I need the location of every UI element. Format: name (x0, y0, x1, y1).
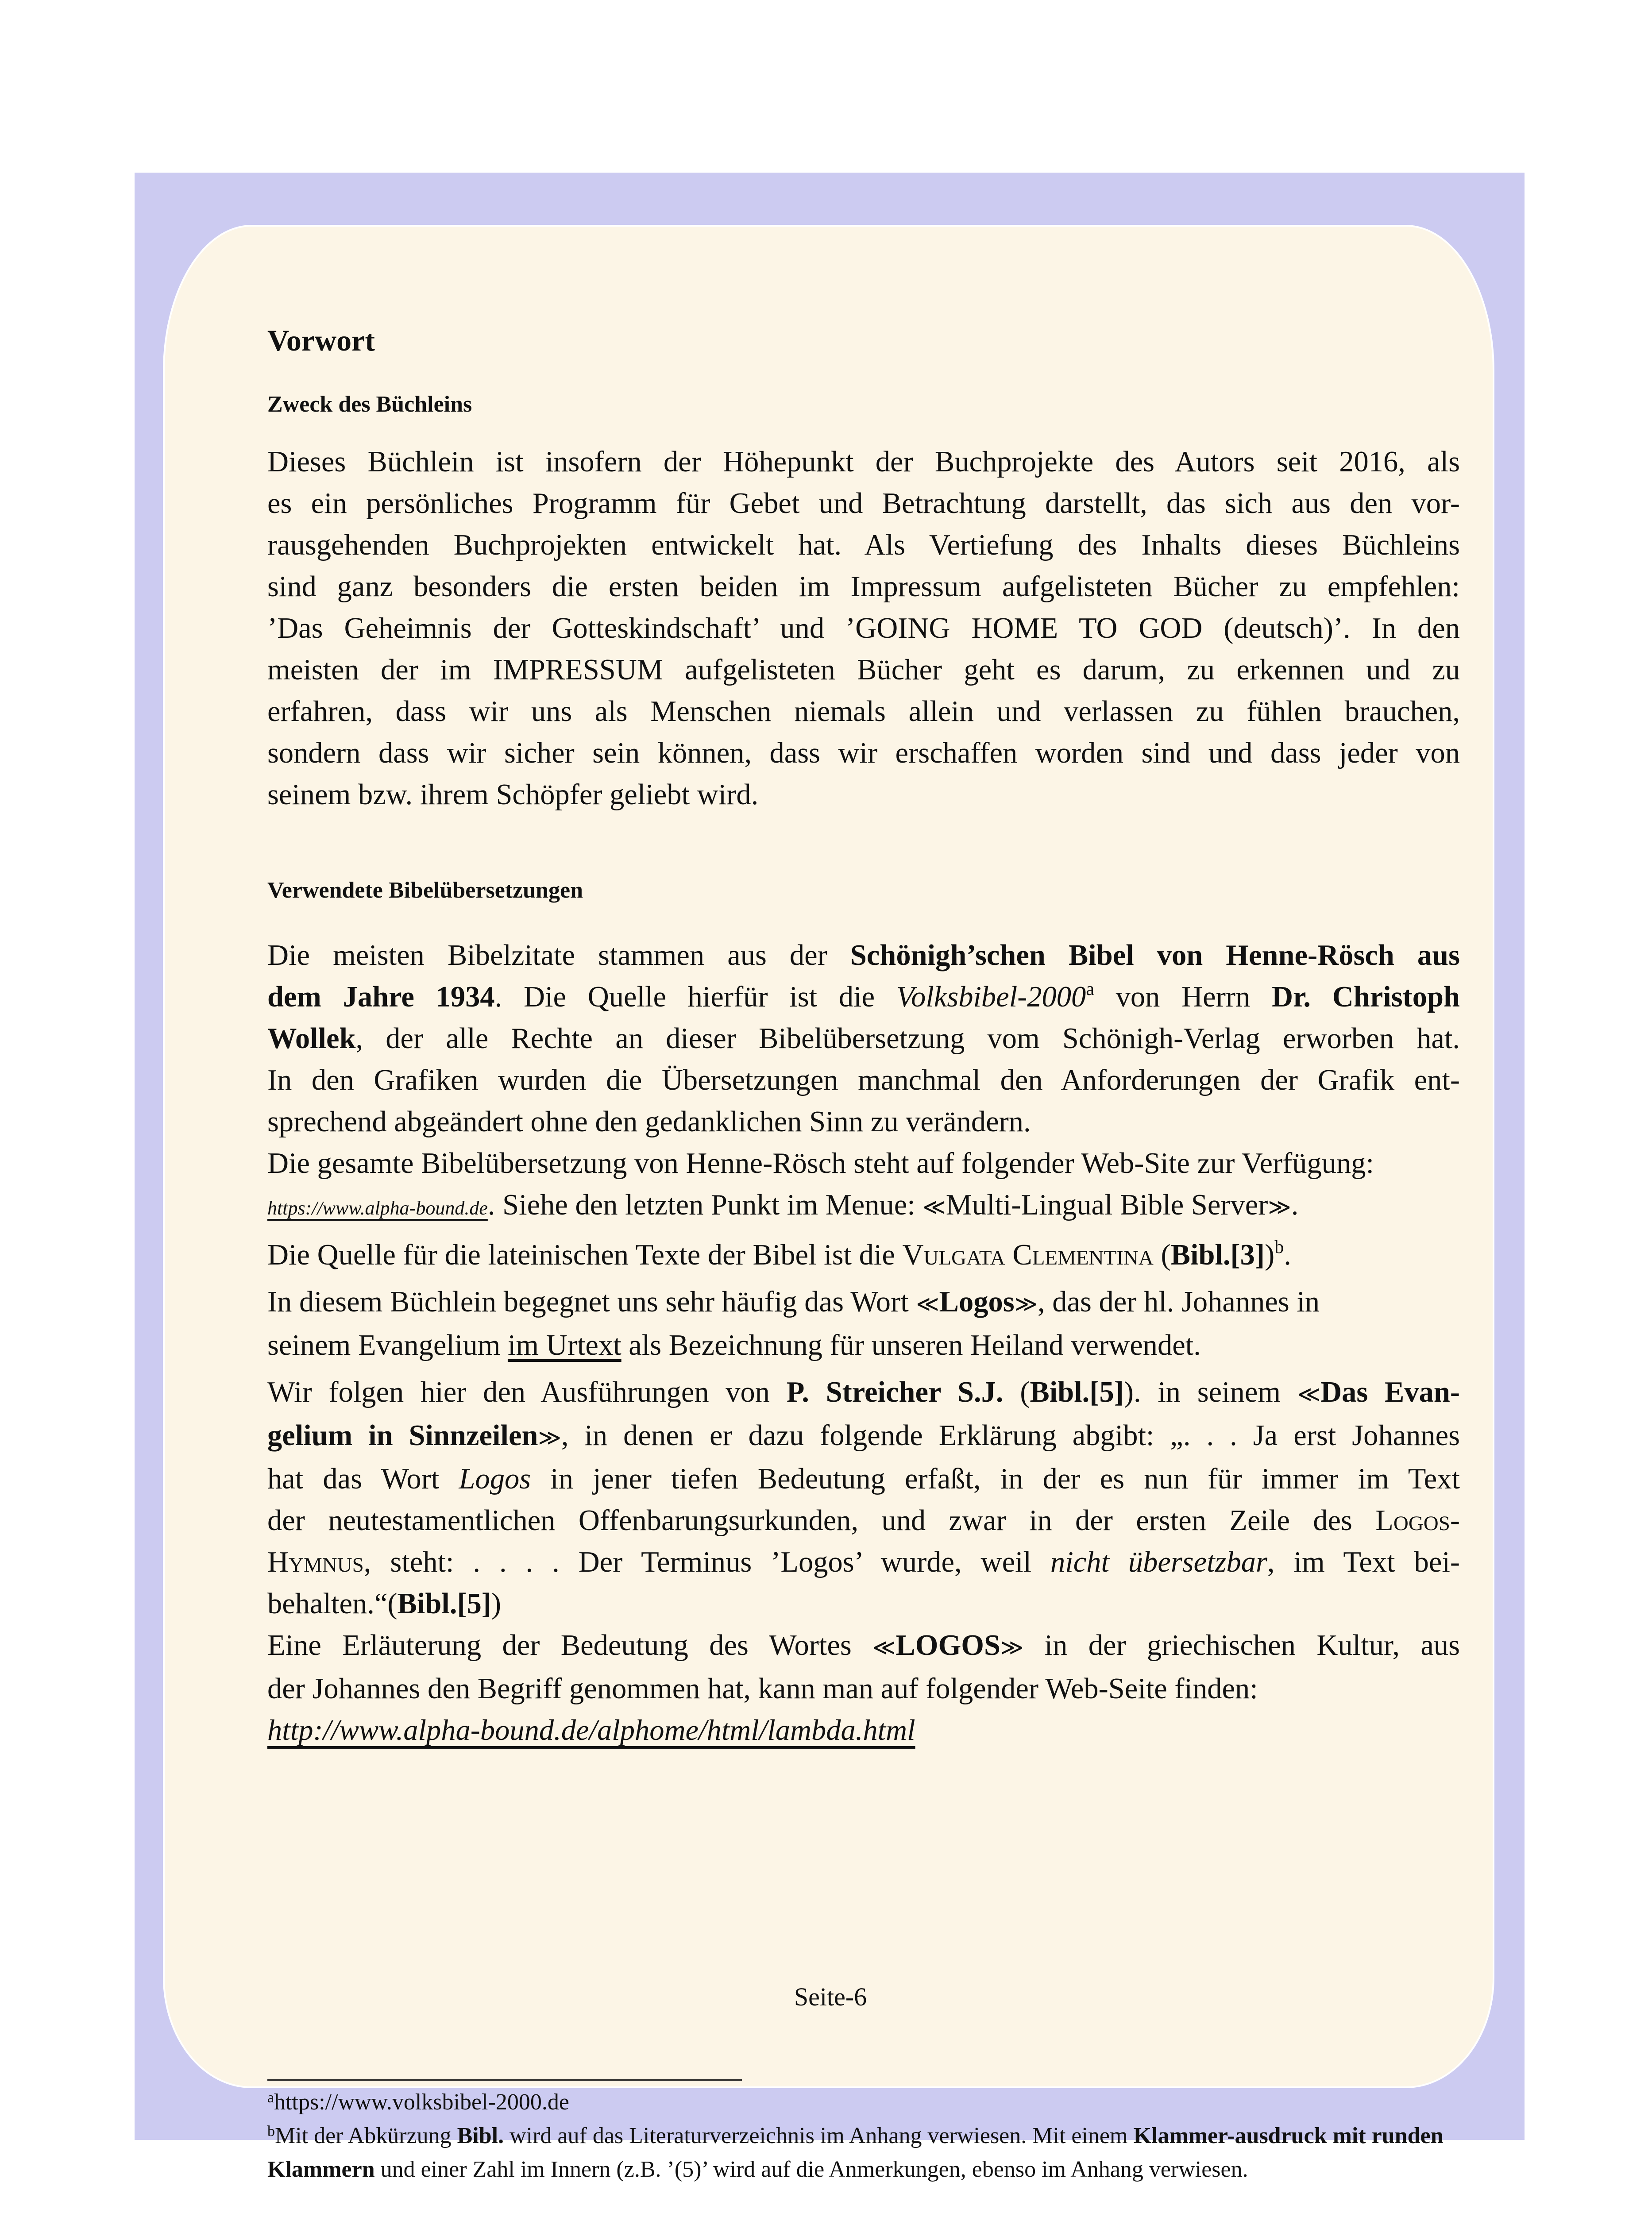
footnote-divider (267, 2079, 742, 2081)
footnote-mark: a (267, 2090, 274, 2106)
footnote-link[interactable]: https://www.volksbibel-2000.de (274, 2090, 569, 2115)
text-run: als Bezeichnung für unseren Heiland verwendet. (621, 1329, 1201, 1361)
footnote-ref-b[interactable]: b (1274, 1237, 1284, 1257)
text-line (267, 1710, 1460, 1751)
text-line: ’Das Geheimnis der Gotteskindschaft’ und ’GOING HOME TO GOD (deutsch)’. In den (267, 612, 1460, 644)
text-line (267, 1500, 1460, 1542)
text-run: ). in seinem (1123, 1376, 1297, 1408)
underlined-run: im Urtext (507, 1329, 621, 1361)
guillemet-open: ≪ (872, 1635, 896, 1660)
italic-run: nicht übersetzbar (1050, 1546, 1267, 1578)
text-line: es ein persönliches Programm für Gebet und Betrachtung darstellt, das sich aus den vor- (267, 487, 1460, 520)
text-run: behalten.“( (267, 1588, 398, 1620)
text-line (267, 1372, 1460, 1415)
text-line (267, 1542, 1460, 1583)
text-line: sprechend abgeändert ohne den gedanklichen Sinn zu verändern. (267, 1106, 1031, 1138)
bold-run: gelium in Sinnzeilen (267, 1419, 538, 1452)
footnote-ref-a[interactable]: a (1086, 979, 1094, 999)
text-line (267, 1281, 1460, 1325)
guillemet-close: ≫ (1000, 1635, 1024, 1660)
text-run: Die meisten Bibelzitate stammen aus der (267, 939, 850, 972)
text-line: erfahren, dass wir uns als Menschen niemals allein und verlassen zu fühlen brauchen, (267, 695, 1460, 728)
text-line: seinem bzw. ihrem Schöpfer geliebt wird. (267, 779, 759, 811)
bold-run: dem Jahre 1934 (267, 981, 495, 1013)
menu-name: Multi-Lingual Bible Server (946, 1189, 1268, 1221)
text-run: von Herrn (1094, 981, 1272, 1013)
text-line: rausgehenden Buchprojekten entwickelt hat. Als Vertiefung des Inhalts dieses Büchleins (267, 529, 1460, 561)
text-run: , in denen er dazu folgende Erklärung abgibt: „. . . Ja erst Johannes (561, 1419, 1460, 1452)
lambda-page-link[interactable]: http://www.alpha-bound.de/alphome/html/lambda.html (267, 1714, 915, 1746)
bibliography-ref[interactable]: Bibl.[3] (1170, 1239, 1265, 1271)
footnote-mark: b (267, 2123, 275, 2140)
text-line (267, 1184, 1460, 1229)
bibel-paragraphs (267, 935, 1460, 1751)
text-run: ( (1153, 1239, 1171, 1271)
text-line: Die gesamte Bibelübersetzung von Henne-Rösch steht auf folgender Web-Site zur Verfügung: (267, 1147, 1374, 1180)
text-line: meisten der im IMPRESSUM aufgelisteten Bücher geht es darum, zu erkennen und zu (267, 654, 1460, 686)
small-caps-run: Vulgata Clementina (902, 1239, 1154, 1271)
bold-run: Schönigh’schen Bibel von Henne-Rösch aus (850, 939, 1460, 972)
section-heading-bibel: Verwendete Bibelübersetzungen (267, 878, 583, 903)
text-line (267, 976, 1460, 1018)
text-line: Dieses Büchlein ist insofern der Höhepunkt der Buchprojekte des Autors seit 2016, als (267, 446, 1460, 478)
text-run: hat das Wort (267, 1463, 459, 1495)
text-run: seinem Evangelium (267, 1329, 508, 1361)
bold-run: Dr. Christoph (1271, 981, 1460, 1013)
text-line: der Johannes den Begriff genommen hat, kann man auf folgender Web-Seite finden: (267, 1673, 1258, 1705)
text-run: . Die Quelle hierfür ist die (494, 981, 896, 1013)
text-run: der neutestamentlichen Offenbarungsurkunden, und zwar in der ersten Zeile des (267, 1504, 1376, 1537)
guillemet-close: ≫ (1014, 1292, 1038, 1316)
italic-run: Volksbibel-2000 (896, 981, 1086, 1013)
text-line (267, 1458, 1460, 1500)
bold-run: Klammer-ausdruck mit runden Klammern (267, 2123, 1444, 2182)
guillemet-open: ≪ (922, 1195, 946, 1219)
page-title: Vorwort (267, 324, 375, 357)
text-line (267, 1325, 1460, 1366)
bold-run: Wollek (267, 1022, 356, 1055)
bold-run: LOGOS (895, 1629, 1000, 1662)
text-run: Die Quelle für die lateinischen Texte der Bibel ist die (267, 1239, 903, 1271)
bold-run: Das Evan- (1320, 1376, 1460, 1408)
text-run: , im Text bei- (1267, 1546, 1460, 1578)
bibliography-ref[interactable]: Bibl.[5] (1030, 1376, 1124, 1408)
text-line: In den Grafiken wurden die Übersetzungen manchmal den Anforderungen der Grafik ent- (267, 1064, 1460, 1096)
bold-run: Bibl. (457, 2123, 504, 2148)
guillemet-close: ≫ (538, 1425, 561, 1450)
text-line: sondern dass wir sicher sein können, dass wir erschaffen worden sind und dass jeder von (267, 737, 1460, 769)
text-line (267, 1625, 1460, 1668)
page-number: Seite-6 (794, 1982, 867, 2011)
text-run: ( (1003, 1376, 1030, 1408)
text-run: wird auf das Literaturverzeichnis im Anhang verwiesen. Mit einem (504, 2123, 1134, 2148)
text-run: ) (1265, 1239, 1275, 1271)
text-line (267, 1583, 1460, 1625)
small-caps-run: Logos- (1375, 1504, 1460, 1537)
bold-run: P. Streicher S.J. (786, 1376, 1004, 1408)
text-run: und einer Zahl im Innern (z.B. ’(5)’ wird auf die Anmerkungen, ebenso im Anhang verwiesen. (374, 2157, 1248, 2182)
guillemet-open: ≪ (1297, 1382, 1321, 1407)
text-run: , der alle Rechte an dieser Bibelübersetzung vom Schönigh-Verlag erworben hat. (355, 1022, 1460, 1055)
italic-run: Logos (459, 1463, 531, 1495)
text-run: ) (491, 1588, 502, 1620)
page-frame (135, 173, 1525, 2182)
text-run: Eine Erläuterung der Bedeutung des Wortes (267, 1629, 873, 1662)
text-run: . Siehe den letzten Punkt im Menue: (487, 1189, 923, 1221)
small-caps-run: Hymnus (267, 1546, 364, 1578)
text-line (267, 935, 1460, 976)
footnote-b (267, 2119, 1460, 2186)
text-line (267, 1018, 1460, 1060)
text-line (267, 1415, 1460, 1458)
website-link[interactable]: https://www.alpha-bound.de (267, 1197, 488, 1219)
text-run: Mit der Abkürzung (275, 2123, 457, 2148)
footnote-a (267, 2086, 1460, 2119)
text-run: . (1284, 1239, 1291, 1271)
text-run: Wir folgen hier den Ausführungen von (267, 1376, 787, 1408)
text-run: , steht: . . . . Der Terminus ’Logos’ wurde, weil (363, 1546, 1050, 1578)
guillemet-close: ≫ (1268, 1195, 1291, 1219)
content-panel (163, 225, 1494, 2182)
text-run: in der griechischen Kultur, aus (1023, 1629, 1460, 1662)
bibliography-ref[interactable]: Bibl.[5] (397, 1588, 492, 1620)
guillemet-open: ≪ (916, 1292, 939, 1316)
text-run: , das der hl. Johannes in (1037, 1286, 1320, 1318)
section-heading-zweck: Zweck des Büchleins (267, 392, 472, 417)
text-run: In diesem Büchlein begegnet uns sehr häufig das Wort (267, 1286, 916, 1318)
text-run: . (1291, 1189, 1299, 1221)
text-line (267, 1234, 1460, 1276)
text-line: sind ganz besonders die ersten beiden im Impressum aufgelisteten Bücher zu empfehlen: (267, 571, 1460, 603)
zweck-paragraph (267, 441, 1460, 816)
text-run: in jener tiefen Bedeutung erfaßt, in der es nun für immer im Text (531, 1463, 1460, 1495)
bold-run: Logos (939, 1286, 1015, 1318)
